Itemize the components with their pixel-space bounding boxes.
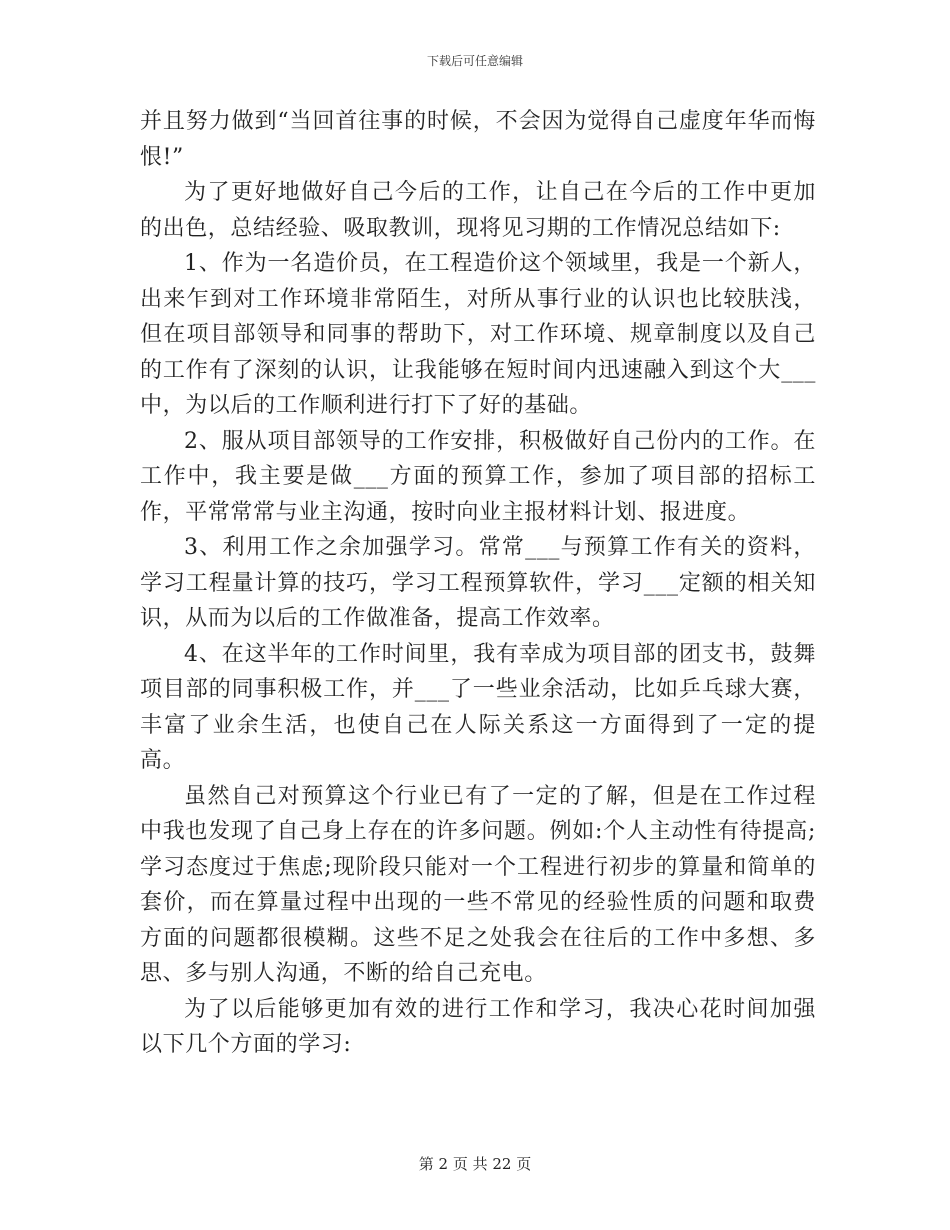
page-header: 下载后可任意编辑	[426, 54, 523, 68]
document-body	[140, 104, 816, 1063]
paragraph-8: 为了以后能够更加有效的进行工作和学习，我决心花时间加强以下几个方面的学习:	[140, 996, 816, 1057]
paragraph-7: 虽然自己对预算这个行业已有了一定的了解，但是在工作过程中我也发现了自己身上存在的许多问题。例如:个人主动性有待提高;学习态度过于焦虑;现阶段只能对一个工程进行初步的算量和简单的套价，而在算量过程中出现的一些不常见的经验性质的问题和取费方面的问题都很模糊。这些不足之处我会在往后的工作中多想、多思、多与别人沟通，不断的给自己充电。	[140, 783, 816, 986]
paragraph-1: 并且努力做到“当回首往事的时候，不会因为觉得自己虚度年华而悔恨!”	[140, 109, 816, 170]
paragraph-3: 1、作为一名造价员，在工程造价这个领域里，我是一个新人，出来乍到对工作环境非常陌生，对所从事行业的认识也比较肤浅，但在项目部领导和同事的帮助下，对工作环境、规章制度以及自己的工作有了深刻的认识，让我能够在短时间内迅速融入到这个大___中，为以后的工作顺利进行打下了好的基础。	[140, 251, 816, 418]
paragraph-2: 为了更好地做好自己今后的工作，让自己在今后的工作中更加的出色，总结经验、吸取教训，现将见习期的工作情况总结如下:	[140, 180, 816, 241]
paragraph-4: 2、服从项目部领导的工作安排，积极做好自己份内的工作。在工作中，我主要是做___方面的预算工作，参加了项目部的招标工作，平常常常与业主沟通，按时向业主报材料计划、报进度。	[140, 428, 816, 525]
paragraph-6: 4、在这半年的工作时间里，我有幸成为项目部的团支书，鼓舞项目部的同事积极工作，并___了一些业余活动，比如乒乓球大赛，丰富了业余生活，也使自己在人际关系这一方面得到了一定的提高。	[140, 641, 816, 773]
page-number-footer: 第 2 页 共 22 页	[418, 1155, 532, 1173]
paragraph-5: 3、利用工作之余加强学习。常常___与预算工作有关的资料，学习工程量计算的技巧，学习工程预算软件，学习___定额的相关知识，从而为以后的工作做准备，提高工作效率。	[140, 535, 816, 631]
